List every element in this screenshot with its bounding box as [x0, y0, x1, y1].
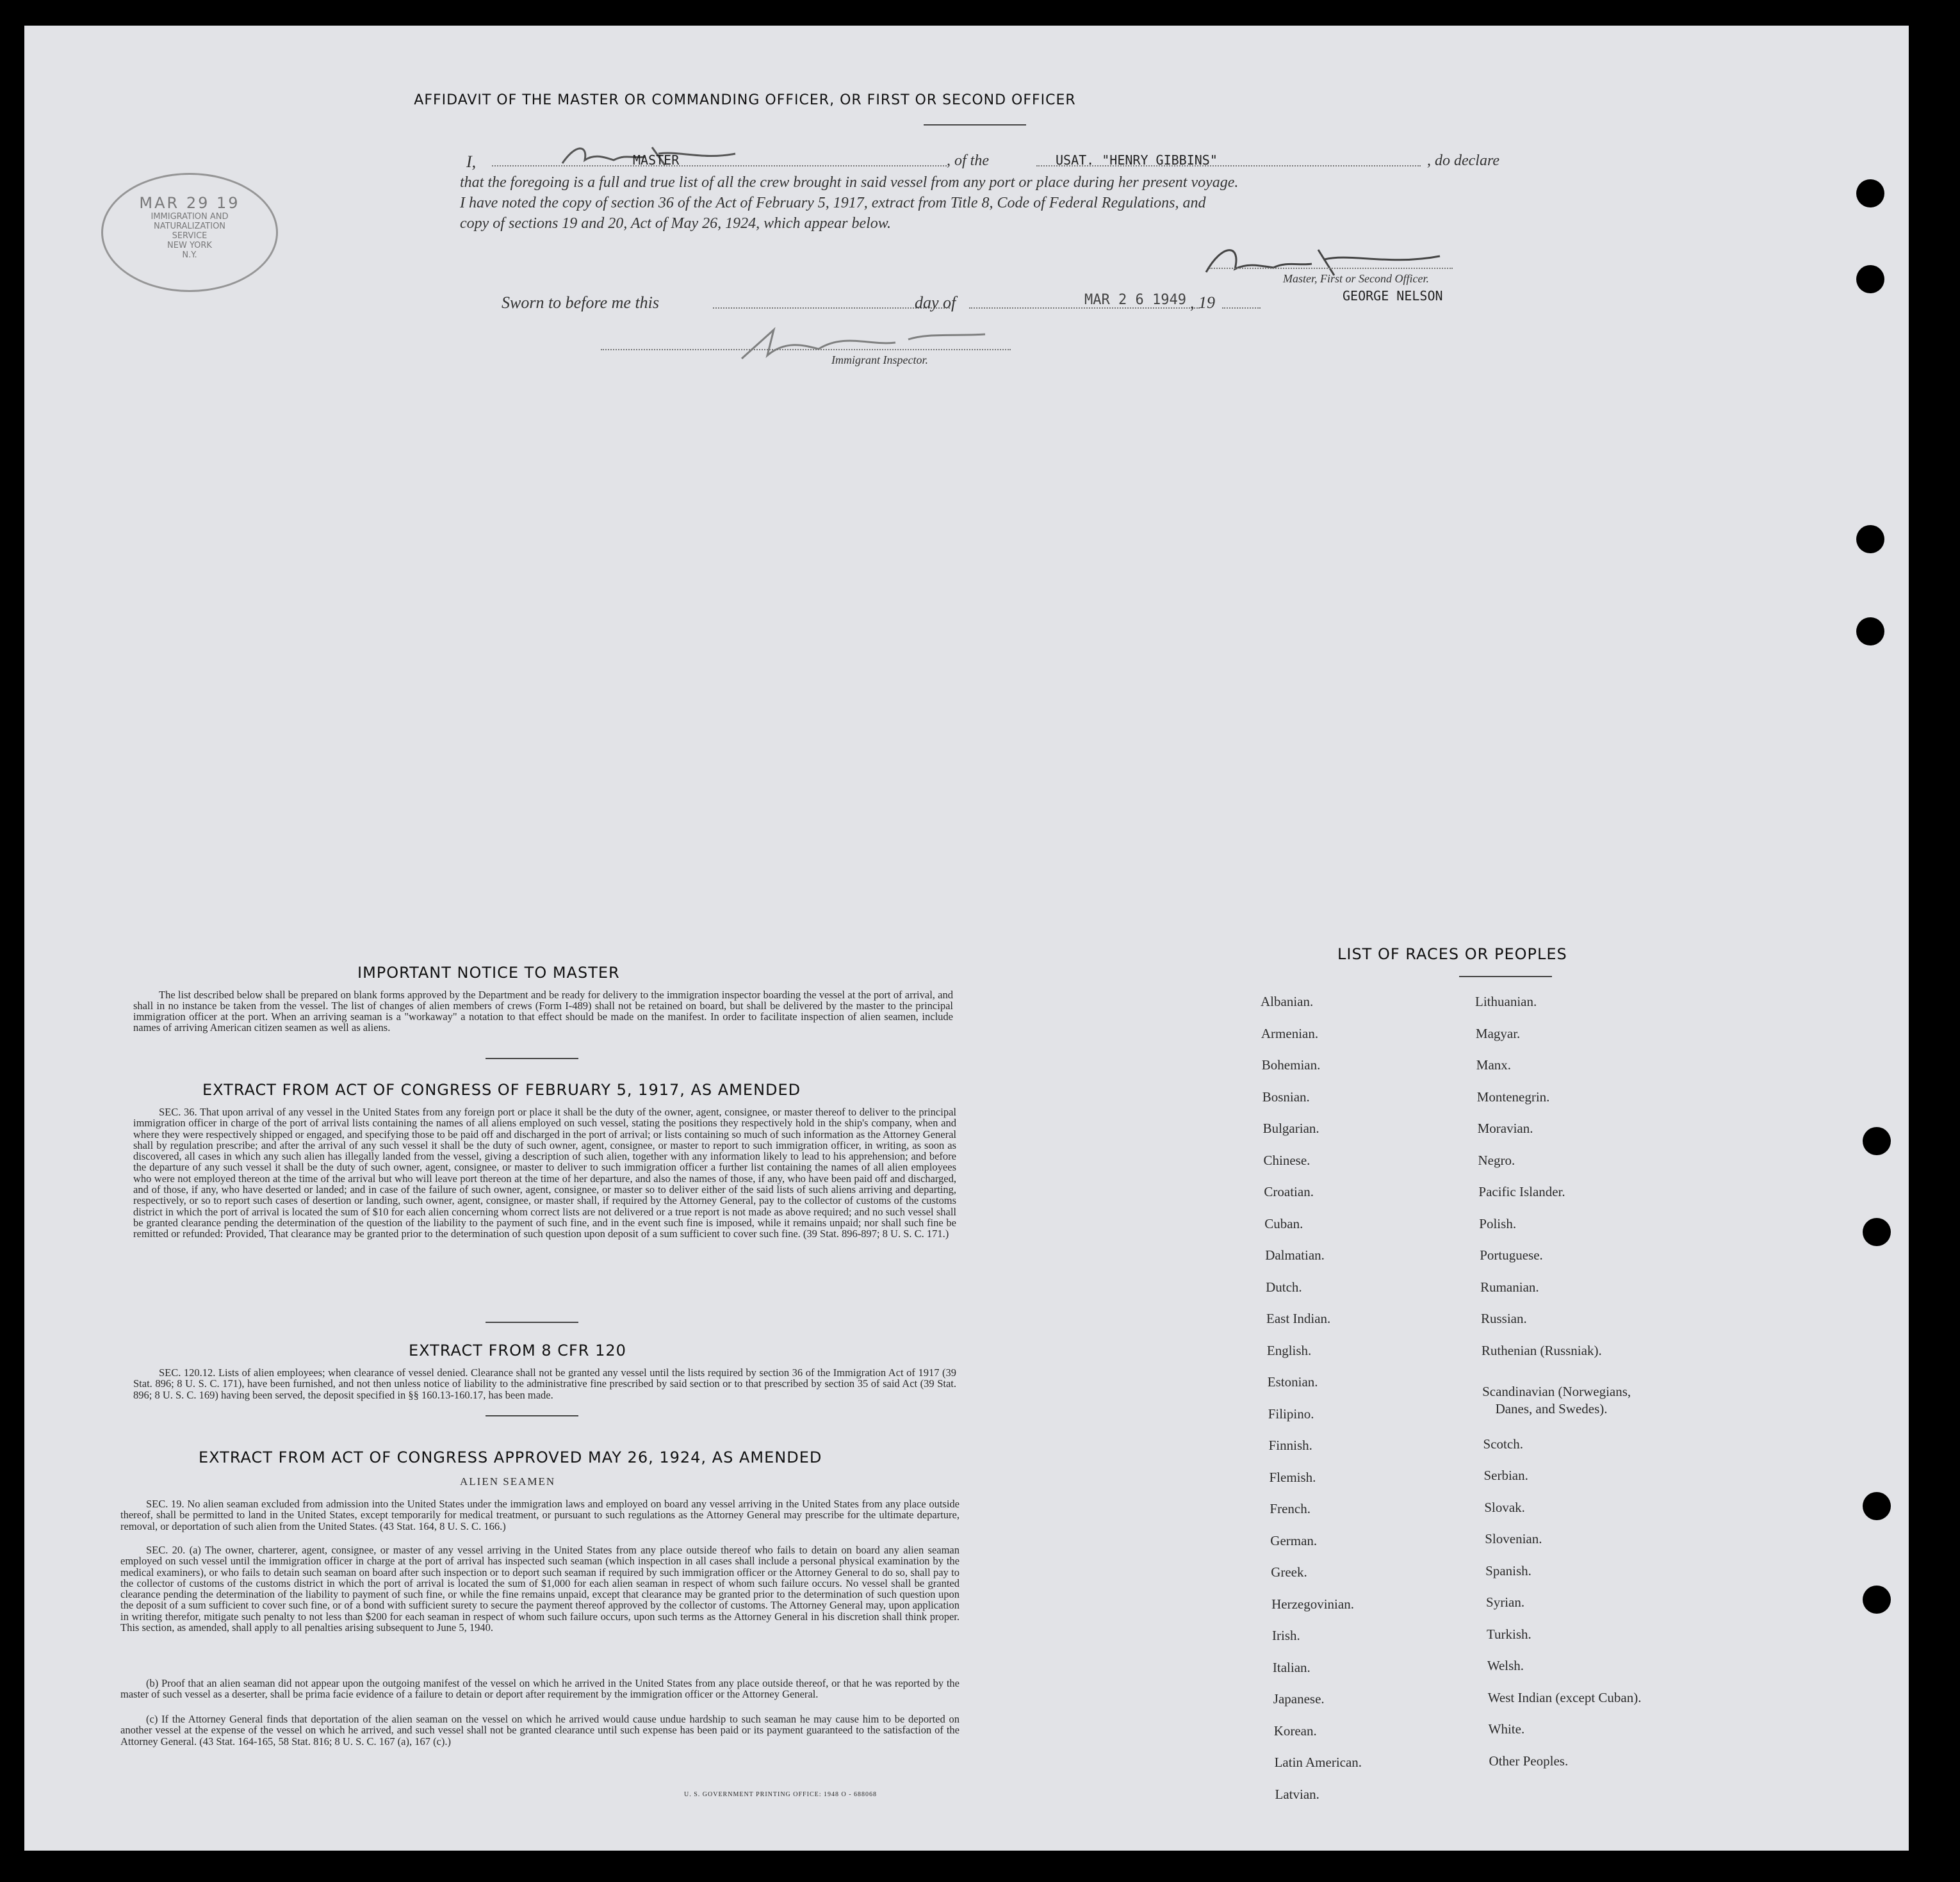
extract-cfr-title: EXTRACT FROM 8 CFR 120	[409, 1342, 626, 1359]
notice-divider	[486, 1058, 578, 1059]
extract-1924-sec19: SEC. 19. No alien seaman excluded from admission into the United States under the immigration laws and employed on board any vessel arriving in the United States from any place outside thereof, shall be permitted to land in the United States, except temporarily for medical treatment, or pursuant to such regulations as the Attorney General may prescribe for the ultimate departure, removal, or deportation of such alien from the United States. (43 Stat. 164, 8 U. S. C. 166.)	[120, 1498, 960, 1532]
race-item: English.	[1266, 1342, 1312, 1358]
do-declare-label: , do declare	[1427, 152, 1500, 169]
extract-1924-subtitle: ALIEN SEAMEN	[460, 1475, 556, 1488]
rank-typed: MASTER	[633, 152, 680, 168]
affidavit-title: AFFIDAVIT OF THE MASTER OR COMMANDING OFFICER, OR FIRST OR SECOND OFFICER	[414, 92, 1076, 108]
race-item: White.	[1488, 1721, 1525, 1737]
extract-1917-title: EXTRACT FROM ACT OF CONGRESS OF FEBRUARY 5, 1917, AS AMENDED	[202, 1081, 801, 1099]
race-item: Ruthenian (Russniak).	[1481, 1342, 1602, 1358]
year-suffix: , 19	[1190, 293, 1215, 312]
stamp-line: NEW YORK	[167, 241, 212, 250]
race-item: Slovak.	[1484, 1499, 1525, 1515]
race-item: Latin American.	[1274, 1755, 1362, 1770]
race-item: East Indian.	[1266, 1311, 1331, 1326]
race-item: Slovenian.	[1485, 1531, 1542, 1547]
binder-hole	[1863, 1586, 1891, 1614]
date-stamp: MAR 2 6 1949	[1084, 292, 1186, 308]
race-item: Bohemian.	[1261, 1057, 1321, 1073]
extract-cfr-divider	[486, 1415, 578, 1416]
extract-1924-sec20c: (c) If the Attorney General finds that deportation of the alien seaman on the vessel on which he arrived would cause undue hardship to such seaman he may cause him to be deported on another vessel at the expense of the vessel on which he arrived, and such vessel shall not be granted clearance until such expense has been paid or its payment guaranteed to the satisfaction of the Attorney General. (43 Stat. 164-165, 58 Stat. 816; 8 U. S. C. 167 (a), 167 (c).)	[120, 1713, 960, 1748]
race-item: Korean.	[1273, 1723, 1317, 1739]
race-item: Dutch.	[1266, 1279, 1302, 1295]
signature-role-label: Master, First or Second Officer.	[1283, 272, 1429, 285]
inspector-label: Immigrant Inspector.	[831, 353, 928, 366]
race-item: Turkish.	[1486, 1626, 1531, 1642]
race-item: Bosnian.	[1262, 1089, 1310, 1105]
binder-hole	[1856, 525, 1884, 553]
race-item: Negro.	[1478, 1152, 1515, 1168]
race-item: Bulgarian.	[1262, 1121, 1319, 1136]
race-item: Moravian.	[1477, 1121, 1533, 1136]
race-item: West Indian (except Cuban).	[1487, 1689, 1642, 1705]
signer-name-typed: GEORGE NELSON	[1343, 288, 1443, 304]
title-divider	[924, 124, 1026, 126]
binder-hole	[1856, 617, 1884, 645]
race-item: Lithuanian.	[1475, 994, 1537, 1009]
binder-hole	[1856, 179, 1884, 207]
extract-cfr-text: SEC. 120.12. Lists of alien employees; when clearance of vessel denied. Clearance shall not be granted any vessel until the lists required by section 36 of the Immigration Act of 1917 (39 Stat. 896; 8 U. S. C. 171), have been furnished, and not then unless notice of liability to the administrative fine prescribed by said section or to that prescribed by section 35 of said Act (39 Stat. 896; 8 U. S. C. 169) having been served, the deposit specified in §§ 160.13-160.17, has been made.	[133, 1367, 956, 1401]
race-item: Portuguese.	[1480, 1247, 1543, 1263]
day-of-label: day of	[915, 293, 956, 312]
race-item: Serbian.	[1483, 1468, 1528, 1484]
stamp-line: SERVICE	[172, 231, 208, 241]
race-item: Russian.	[1481, 1311, 1527, 1326]
signature-line	[1209, 268, 1453, 269]
inspector-line	[601, 349, 1011, 350]
race-item: Danes, and Swedes).	[1495, 1401, 1608, 1417]
race-item: Flemish.	[1269, 1469, 1316, 1485]
stamp-date: MAR 29 19	[139, 194, 240, 212]
race-item: Herzegovinian.	[1271, 1596, 1354, 1612]
stamp-line: IMMIGRATION AND	[151, 212, 229, 222]
races-title: LIST OF RACES OR PEOPLES	[1337, 945, 1567, 963]
race-item: Rumanian.	[1480, 1279, 1539, 1295]
declaration-line-3: copy of sections 19 and 20, Act of May 26, 1924, which appear below.	[460, 215, 892, 232]
document-page	[24, 26, 1909, 1851]
race-item: Finnish.	[1268, 1438, 1312, 1453]
declaration-line-2: I have noted the copy of section 36 of the Act of February 5, 1917, extract from Title 8, Code of Federal Regulations, and	[460, 195, 1206, 211]
race-item: Filipino.	[1268, 1406, 1314, 1422]
race-item: Magyar.	[1475, 1025, 1521, 1041]
stamp-line: NATURALIZATION	[153, 222, 226, 231]
i-label: I,	[466, 152, 477, 171]
extract-1924-title: EXTRACT FROM ACT OF CONGRESS APPROVED MAY 26, 1924, AS AMENDED	[199, 1448, 822, 1466]
extract-1924-sec20b: (b) Proof that an alien seaman did not appear upon the outgoing manifest of the vessel on which he arrived in the United States from any place outside thereof, or that he was reported by the master of such vessel as a deserter, shall be prima facie evidence of a failure to detain or deport after requirement by the immigration officer or the Attorney General.	[120, 1677, 960, 1701]
immigration-stamp	[101, 173, 278, 292]
race-item: French.	[1270, 1501, 1311, 1516]
race-item: Greek.	[1271, 1564, 1307, 1580]
binder-hole	[1856, 265, 1884, 293]
race-item: Spanish.	[1485, 1562, 1531, 1578]
year-line	[1222, 307, 1261, 309]
binder-hole	[1863, 1492, 1891, 1520]
race-item: Estonian.	[1267, 1374, 1318, 1390]
race-item: Montenegrin.	[1476, 1089, 1550, 1105]
race-item: German.	[1270, 1532, 1318, 1548]
race-item: Polish.	[1479, 1215, 1517, 1231]
races-divider	[1459, 976, 1552, 977]
race-item: Irish.	[1272, 1628, 1300, 1643]
sworn-label: Sworn to before me this	[502, 293, 660, 312]
race-item: Japanese.	[1273, 1691, 1325, 1707]
race-item: Pacific Islander.	[1478, 1184, 1565, 1199]
extract-1917-text: SEC. 36. That upon arrival of any vessel in the United States from any foreign port or place it shall be the duty of the owner, agent, consignee, or master thereof to deliver to the principal immigration officer in charge of the port of arrival lists containing the names of all aliens employed on such vessel, stating the positions they respectively hold in the ship's company, when and where they were respectively shipped or engaged, and specifying those to be paid off and discharged in the port of arrival; or lists containing so much of such information as the Attorney General shall by regulation prescribe; and after the arrival of any such vessel it shall be the duty of such owner, agent, consignee, or master to report to such immigration officer, in writing, as soon as discovered, all cases in which any such alien has illegally landed from the vessel, giving a description of such alien, together with any information likely to lead to his apprehension; and before the departure of any such vessel it shall be the duty of such owner, agent, consignee, or master to deliver to such immigration officer a further list containing the names of all alien employees who were not employed thereon at the time of the arrival but who will leave port thereon at the time of her departure, and also the names of those, if any, who have been paid off and discharged, and of those, if any, who have deserted or landed; and in case of the failure of such owner, agent, consignee, or master so to deliver either of the said lists of such aliens arriving and departing, respectively, or so to report such cases of desertion or landing, such owner, agent, consignee, or master shall, if required by the Attorney General, pay to the collector of customs of the customs district in which the port of arrival is located the sum of $10 for each alien concerning whom correct lists are not delivered or a true report is not made as above required; and no such vessel shall be granted clearance pending the determination of the question of the liability to the payment of such fine, and in the event such fine is imposed, while it remains unpaid; nor shall such fine be remitted or refunded: Provided, That clearance may be granted prior to the determination of such question upon deposit of a sum sufficient to cover such fine. (39 Stat. 896-897; 8 U. S. C. 171.)	[133, 1106, 956, 1240]
race-item: Latvian.	[1275, 1786, 1319, 1802]
race-item: Albanian.	[1261, 994, 1314, 1009]
race-item: Other Peoples.	[1489, 1753, 1569, 1769]
race-item: Italian.	[1272, 1659, 1311, 1675]
race-item: Manx.	[1476, 1057, 1512, 1073]
notice-title: IMPORTANT NOTICE TO MASTER	[357, 964, 620, 982]
race-item: Welsh.	[1487, 1658, 1524, 1674]
race-item: Scandinavian (Norwegians,	[1482, 1383, 1631, 1399]
binder-hole	[1863, 1127, 1891, 1155]
extract-1924-sec20a: SEC. 20. (a) The owner, charterer, agent, consignee, or master of any vessel arriving in the United States from any place outside thereof who fails to detain on board any alien seaman employed on such vessel until the immigration officer in charge at the port of arrival has inspected such seaman (which inspection in all cases shall include a personal physical examination by the medical examiners), or who fails to detain such seaman on board after such inspection or to deport such seaman if required by such immigration officer or the Attorney General to do so, shall pay to the collector of customs of the customs district in which the port of arrival is located the sum of $1,000 for each alien seaman in respect of whom such failure occurs. No vessel shall be granted clearance pending the determination of the liability to payment of such fine, or while the fine remains unpaid, except that clearance may be granted prior to the determination of such question upon the deposit of a sum sufficient to cover such fine, or of a bond with sufficient surety to secure the payment thereof approved by the collector of customs. The Attorney General may, upon application in writing therefor, mitigate such penalty to not less than $200 for each seaman in respect of whom such failure occurs, upon such terms as the Attorney General in his discretion shall think proper. This section, as amended, shall apply to all penalties arising subsequent to June 5, 1940.	[120, 1544, 960, 1634]
vessel-typed: USAT. "HENRY GIBBINS"	[1056, 152, 1218, 168]
race-item: Scotch.	[1483, 1436, 1523, 1452]
race-item: Dalmatian.	[1265, 1247, 1325, 1263]
stamp-line: N.Y.	[182, 250, 197, 260]
binder-hole	[1863, 1218, 1891, 1246]
race-item: Cuban.	[1264, 1215, 1303, 1231]
declaration-line-1: that the foregoing is a full and true list of all the crew brought in said vessel from any port or place during her present voyage.	[460, 174, 1239, 191]
race-item: Croatian.	[1264, 1184, 1314, 1199]
notice-text: The list described below shall be prepared on blank forms approved by the Department and be ready for delivery to the immigration inspector boarding the vessel at the port of arrival, and shall in no instance be taken from the vessel. The list of changes of alien members of crews (Form I-489) shall not be retained on board, but shall be delivered by the master to the principal immigration officer at the port. When an arriving seaman is a "workaway" a notation to that effect should be made on the manifest. In order to facilitate inspection of alien seamen, include names of arriving American citizen seamen as well as aliens.	[133, 989, 953, 1034]
of-the-label: , of the	[947, 152, 989, 169]
extract-1917-divider	[486, 1322, 578, 1323]
race-item: Armenian.	[1261, 1025, 1319, 1041]
race-item: Chinese.	[1263, 1152, 1311, 1168]
printer-line: U. S. GOVERNMENT PRINTING OFFICE: 1948 O - 688068	[684, 1791, 878, 1798]
race-item: Syrian.	[1486, 1594, 1525, 1610]
